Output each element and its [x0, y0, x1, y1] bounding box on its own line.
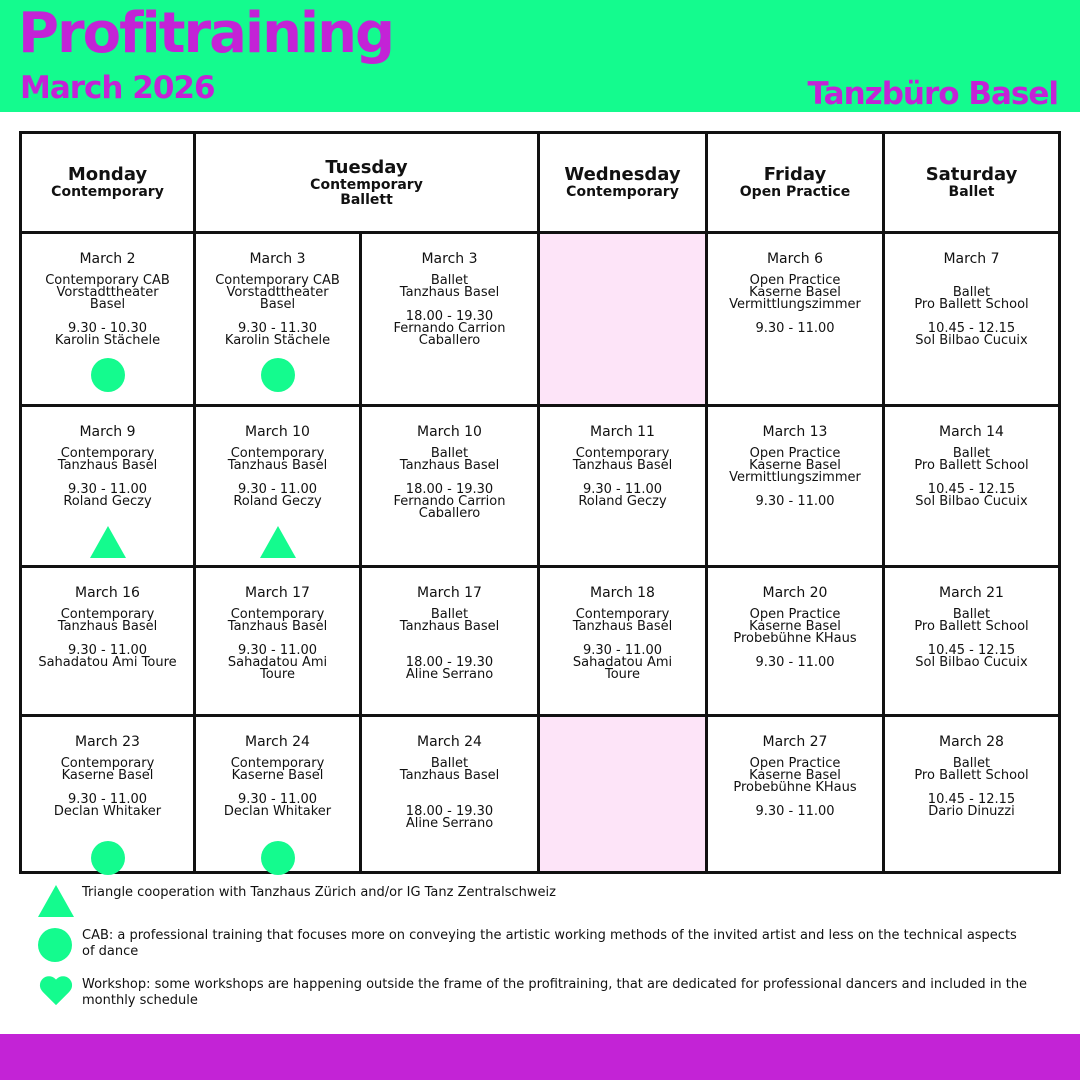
class-time: 9.30 - 11.00	[237, 643, 318, 658]
instructor-name: Toure	[260, 667, 295, 682]
class-date: March 18	[590, 585, 655, 601]
column-header-saturday	[885, 134, 1058, 234]
class-name: Contemporary	[575, 446, 670, 461]
empty-slot	[540, 234, 708, 407]
column-header-friday	[708, 134, 885, 234]
instructor-name: Aline Serrano	[405, 816, 494, 831]
instructor-name: Caballero	[418, 506, 481, 521]
circle-icon	[91, 841, 125, 875]
instructor-name: Fernando Carrion	[393, 321, 506, 336]
class-location: Pro Ballett School	[914, 619, 1029, 634]
class-date: March 10	[245, 424, 310, 440]
class-cell	[362, 568, 540, 717]
class-time: 9.30 - 11.00	[755, 804, 835, 819]
instructor-name: Sahadatou Ami	[227, 655, 328, 670]
class-location: Tanzhaus Basel	[227, 458, 328, 473]
class-name: Contemporary	[230, 607, 325, 622]
class-time: 10.45 - 12.15	[927, 643, 1016, 658]
empty-slot	[540, 717, 708, 871]
day-name: Saturday	[925, 164, 1018, 185]
class-time: 9.30 - 11.00	[582, 643, 663, 658]
class-date: March 28	[939, 734, 1004, 750]
day-name: Wednesday	[564, 164, 681, 185]
class-date: March 13	[762, 424, 828, 440]
instructor-name: Toure	[605, 667, 640, 682]
class-name: Contemporary	[60, 756, 155, 771]
instructor-name: Fernando Carrion	[393, 494, 506, 509]
circle-icon	[38, 928, 72, 962]
class-name: Ballet	[430, 607, 469, 622]
instructor-name: Sahadatou Ami	[572, 655, 673, 670]
day-category: Ballet	[948, 184, 995, 200]
class-cell	[708, 407, 885, 568]
triangle-icon	[38, 885, 74, 917]
class-location: Basel	[89, 297, 126, 312]
class-location: Probebühne KHaus	[733, 631, 857, 646]
class-cell	[885, 568, 1058, 717]
instructor-name: Roland Geczy	[233, 494, 322, 509]
page-title: Profitraining	[18, 1, 394, 66]
class-name: Ballet	[952, 756, 991, 771]
class-time: 18.00 - 19.30	[405, 804, 494, 819]
class-location: Tanzhaus Basel	[399, 619, 500, 634]
class-cell	[196, 234, 362, 407]
class-time: 9.30 - 11.00	[237, 482, 318, 497]
class-time: 9.30 - 11.00	[67, 643, 148, 658]
class-name: Contemporary	[575, 607, 670, 622]
instructor-name: Roland Geczy	[63, 494, 152, 509]
heart-icon	[38, 977, 74, 1011]
class-cell	[196, 407, 362, 568]
class-location: Tanzhaus Basel	[399, 768, 500, 783]
instructor-name: Karolin Stächele	[224, 333, 331, 348]
class-cell	[885, 234, 1058, 407]
class-cell	[196, 717, 362, 871]
class-date: March 9	[79, 424, 136, 440]
class-name: Contemporary	[60, 607, 155, 622]
class-name: Contemporary	[60, 446, 155, 461]
class-location: Tanzhaus Basel	[57, 458, 158, 473]
class-location: Vermittlungszimmer	[729, 470, 861, 485]
instructor-name: Roland Geczy	[578, 494, 667, 509]
legend-text: Triangle cooperation with Tanzhaus Zürich and/or IG Tanz Zentralschweiz	[82, 885, 556, 900]
class-name: Contemporary CAB	[45, 273, 170, 288]
class-time: 10.45 - 12.15	[927, 482, 1016, 497]
class-time: 9.30 - 11.00	[237, 792, 318, 807]
class-name: Contemporary CAB	[215, 273, 340, 288]
class-name: Ballet	[952, 607, 991, 622]
class-location: Kaserne Basel	[749, 619, 841, 634]
class-date: March 21	[939, 585, 1004, 601]
class-date: March 23	[75, 734, 140, 750]
instructor-name: Caballero	[418, 333, 481, 348]
class-location: Kaserne Basel	[749, 768, 841, 783]
class-time: 18.00 - 19.30	[405, 309, 494, 324]
class-time: 9.30 - 11.00	[755, 494, 835, 509]
class-name: Contemporary	[230, 756, 325, 771]
class-name: Ballet	[430, 756, 469, 771]
class-cell	[708, 234, 885, 407]
class-name: Open Practice	[749, 607, 841, 622]
class-date: March 10	[417, 424, 482, 440]
day-category: Contemporary	[310, 176, 423, 193]
class-time: 10.45 - 12.15	[927, 792, 1016, 807]
class-cell	[540, 568, 708, 717]
class-date: March 3	[249, 251, 306, 267]
class-location: Tanzhaus Basel	[399, 458, 500, 473]
instructor-name: Declan Whitaker	[223, 804, 332, 819]
day-category: Contemporary	[51, 184, 164, 200]
day-category: Ballett	[340, 191, 393, 208]
class-cell	[22, 407, 196, 568]
class-location: Ballet	[952, 285, 991, 300]
class-location: Pro Ballett School	[914, 458, 1029, 473]
class-name: Ballet	[952, 446, 991, 461]
class-time: 9.30 - 11.00	[67, 792, 148, 807]
instructor-name: Sol Bilbao Cucuix	[915, 494, 1028, 509]
class-cell	[22, 717, 196, 871]
class-location: Pro Ballett School	[914, 297, 1029, 312]
day-name: Monday	[67, 164, 148, 185]
class-location: Tanzhaus Basel	[399, 285, 500, 300]
class-date: March 14	[939, 424, 1004, 440]
class-cell	[22, 568, 196, 717]
day-category: Contemporary	[566, 184, 679, 200]
class-name: Contemporary	[230, 446, 325, 461]
class-location: Kaserne Basel	[61, 768, 154, 783]
class-date: March 11	[590, 424, 655, 440]
class-cell	[885, 717, 1058, 871]
class-cell	[885, 407, 1058, 568]
page-subtitle: March 2026	[20, 70, 215, 106]
class-cell	[196, 568, 362, 717]
class-date: March 27	[762, 734, 828, 750]
class-location: Basel	[259, 297, 296, 312]
instructor-name: Aline Serrano	[405, 667, 494, 682]
class-time: 18.00 - 19.30	[405, 655, 494, 670]
class-cell	[708, 717, 885, 871]
class-cell	[362, 717, 540, 871]
class-date: March 6	[766, 251, 824, 267]
class-time: 9.30 - 11.00	[582, 482, 663, 497]
circle-icon	[261, 841, 295, 875]
class-time: 9.30 - 11.00	[67, 482, 148, 497]
day-category: Open Practice	[739, 184, 851, 200]
day-name: Tuesday	[325, 156, 408, 178]
class-cell	[362, 407, 540, 568]
header-banner	[0, 0, 1080, 112]
instructor-name: Dario Dinuzzi	[928, 804, 1015, 819]
class-date: March 17	[417, 585, 482, 601]
triangle-icon	[90, 526, 126, 558]
class-cell	[540, 407, 708, 568]
instructor-name: Sol Bilbao Cucuix	[915, 655, 1028, 670]
class-cell	[708, 568, 885, 717]
circle-icon	[91, 358, 125, 392]
class-location: Kaserne Basel	[749, 458, 841, 473]
class-time: 9.30 - 11.00	[755, 321, 835, 336]
triangle-icon	[260, 526, 296, 558]
class-name: Open Practice	[749, 446, 841, 461]
class-time: 9.30 - 11.30	[237, 321, 318, 336]
class-time: 9.30 - 11.00	[755, 655, 835, 670]
class-cell	[22, 234, 196, 407]
legend-item	[38, 977, 1038, 1011]
class-time: 9.30 - 10.30	[67, 321, 148, 336]
class-date: March 17	[245, 585, 310, 601]
class-cell	[362, 234, 540, 407]
class-location: Vorstadttheater	[226, 285, 329, 300]
class-location: Tanzhaus Basel	[227, 619, 328, 634]
instructor-name: Karolin Stächele	[54, 333, 161, 348]
column-header-wednesday	[540, 134, 708, 234]
class-location: Tanzhaus Basel	[57, 619, 158, 634]
instructor-name: Sol Bilbao Cucuix	[915, 333, 1028, 348]
legend	[0, 880, 1080, 1030]
class-location: Tanzhaus Basel	[572, 619, 673, 634]
column-header-monday	[22, 134, 196, 234]
footer-bar	[0, 1034, 1080, 1080]
day-name: Friday	[763, 164, 827, 185]
class-time: 18.00 - 19.30	[405, 482, 494, 497]
instructor-name: Sahadatou Ami Toure	[38, 655, 177, 670]
class-date: March 16	[75, 585, 140, 601]
class-name: Open Practice	[749, 756, 841, 771]
circle-icon	[261, 358, 295, 392]
class-name: Open Practice	[749, 273, 841, 288]
class-date: March 2	[79, 251, 136, 267]
class-date: March 20	[762, 585, 828, 601]
class-location: Vorstadttheater	[56, 285, 159, 300]
organization-name: Tanzbüro Basel	[807, 76, 1058, 112]
class-location: Kaserne Basel	[231, 768, 324, 783]
legend-text: CAB: a professional training that focuses more on conveying the artistic working methods of the invited artist and less on the technical aspects of dance	[82, 928, 1017, 959]
class-date: March 3	[421, 251, 478, 267]
class-location: Vermittlungszimmer	[729, 297, 861, 312]
class-location: Kaserne Basel	[749, 285, 841, 300]
class-date: March 24	[417, 734, 482, 750]
class-location: Probebühne KHaus	[733, 780, 857, 795]
column-header-tuesday	[196, 134, 540, 234]
instructor-name: Declan Whitaker	[53, 804, 162, 819]
class-location: Tanzhaus Basel	[572, 458, 673, 473]
class-date: March 24	[245, 734, 310, 750]
class-date: March 7	[943, 251, 1000, 267]
class-name: Ballet	[430, 273, 469, 288]
class-location: Pro Ballett School	[914, 768, 1029, 783]
class-name: Ballet	[430, 446, 469, 461]
legend-text: Workshop: some workshops are happening outside the frame of the profitraining, that are dedicated for professional dancers and included in the monthly schedule	[82, 977, 1028, 1008]
schedule-grid	[19, 131, 1061, 874]
class-time: 10.45 - 12.15	[927, 321, 1016, 336]
